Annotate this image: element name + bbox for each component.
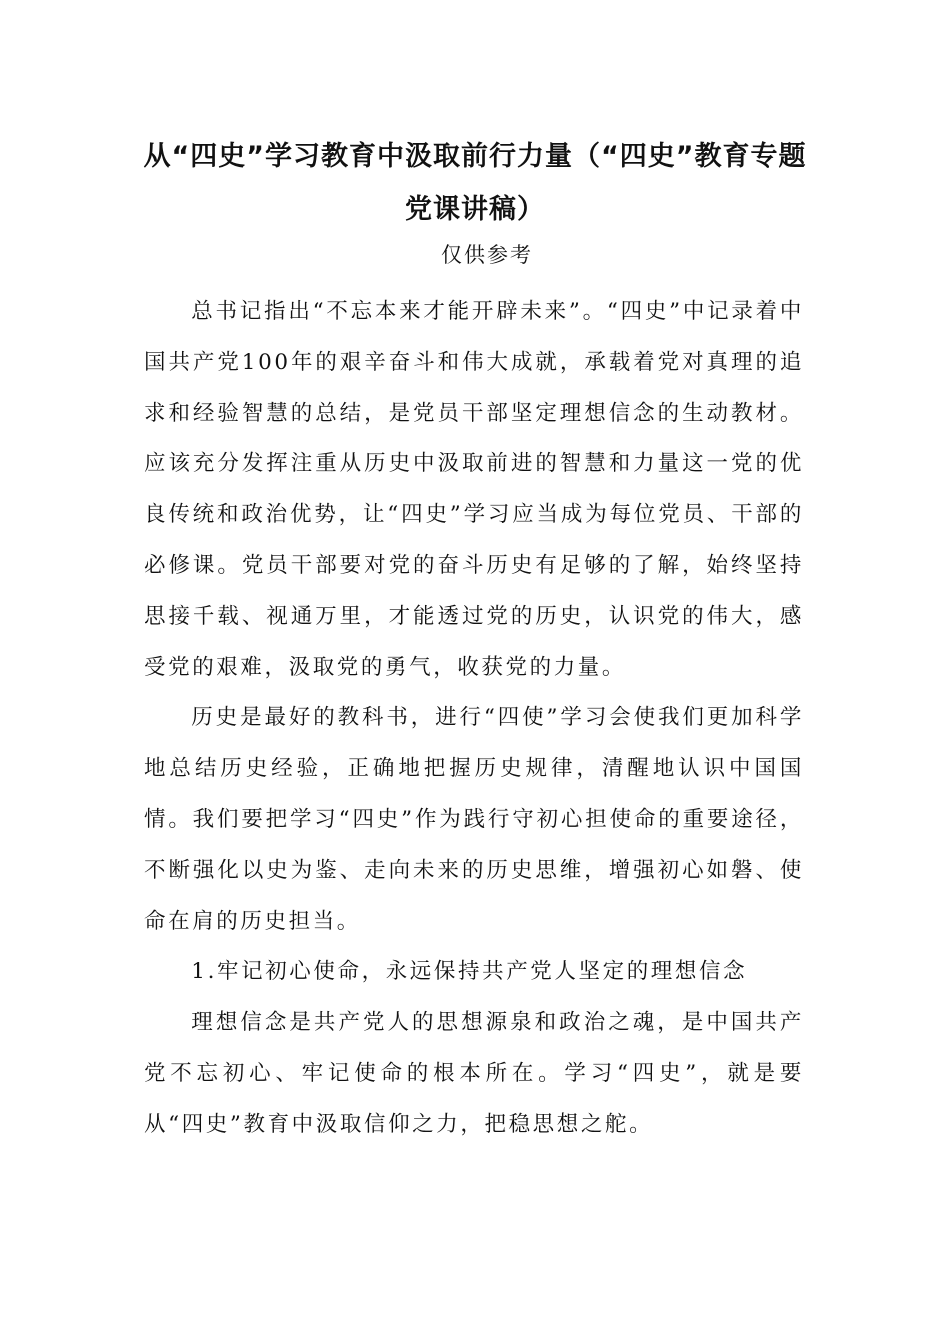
paragraph: 理想信念是共产党人的思想源泉和政治之魂，是中国共产党不忘初心、牢记使命的根本所在。学习“四史”，就是要从“四史”教育中汲取信仰之力，把稳思想之舵。 <box>144 1010 804 1137</box>
section-heading: 1.牢记初心使命，永远保持共产党人坚定的理想信念 <box>191 959 748 985</box>
document-body <box>144 287 804 1151</box>
paragraph: 总书记指出“不忘本来才能开辟未来”。“四史”中记录着中国共产党100年的艰辛奋斗和伟大成就，承载着党对真理的追求和经验智慧的总结，是党员干部坚定理想信念的生动教材。应该充分发挥注重从历史中汲取前进的智慧和力量这一党的优良传统和政治优势，让“四史”学习应当成为每位党员、干部的必修课。党员干部要对党的奋斗历史有足够的了解，始终坚持思接千载、视通万里，才能透过党的历史，认识党的伟大，感受党的艰难，汲取党的勇气，收获党的力量。 <box>144 299 804 680</box>
document-subtitle: 仅供参考 <box>441 243 533 267</box>
document-title <box>120 130 830 236</box>
title-line-2: 党课讲稿） <box>405 194 545 225</box>
paragraph: 历史是最好的教科书，进行“四使”学习会使我们更加科学地总结历史经验，正确地把握历史规律，清醒地认识中国国情。我们要把学习“四史”作为践行守初心担使命的重要途径，不断强化以史为鉴、走向未来的历史思维，增强初心如磐、使命在肩的历史担当。 <box>144 705 804 934</box>
title-line-1: 从“四史”学习教育中汲取前行力量（“四史”教育专题 <box>143 141 807 172</box>
